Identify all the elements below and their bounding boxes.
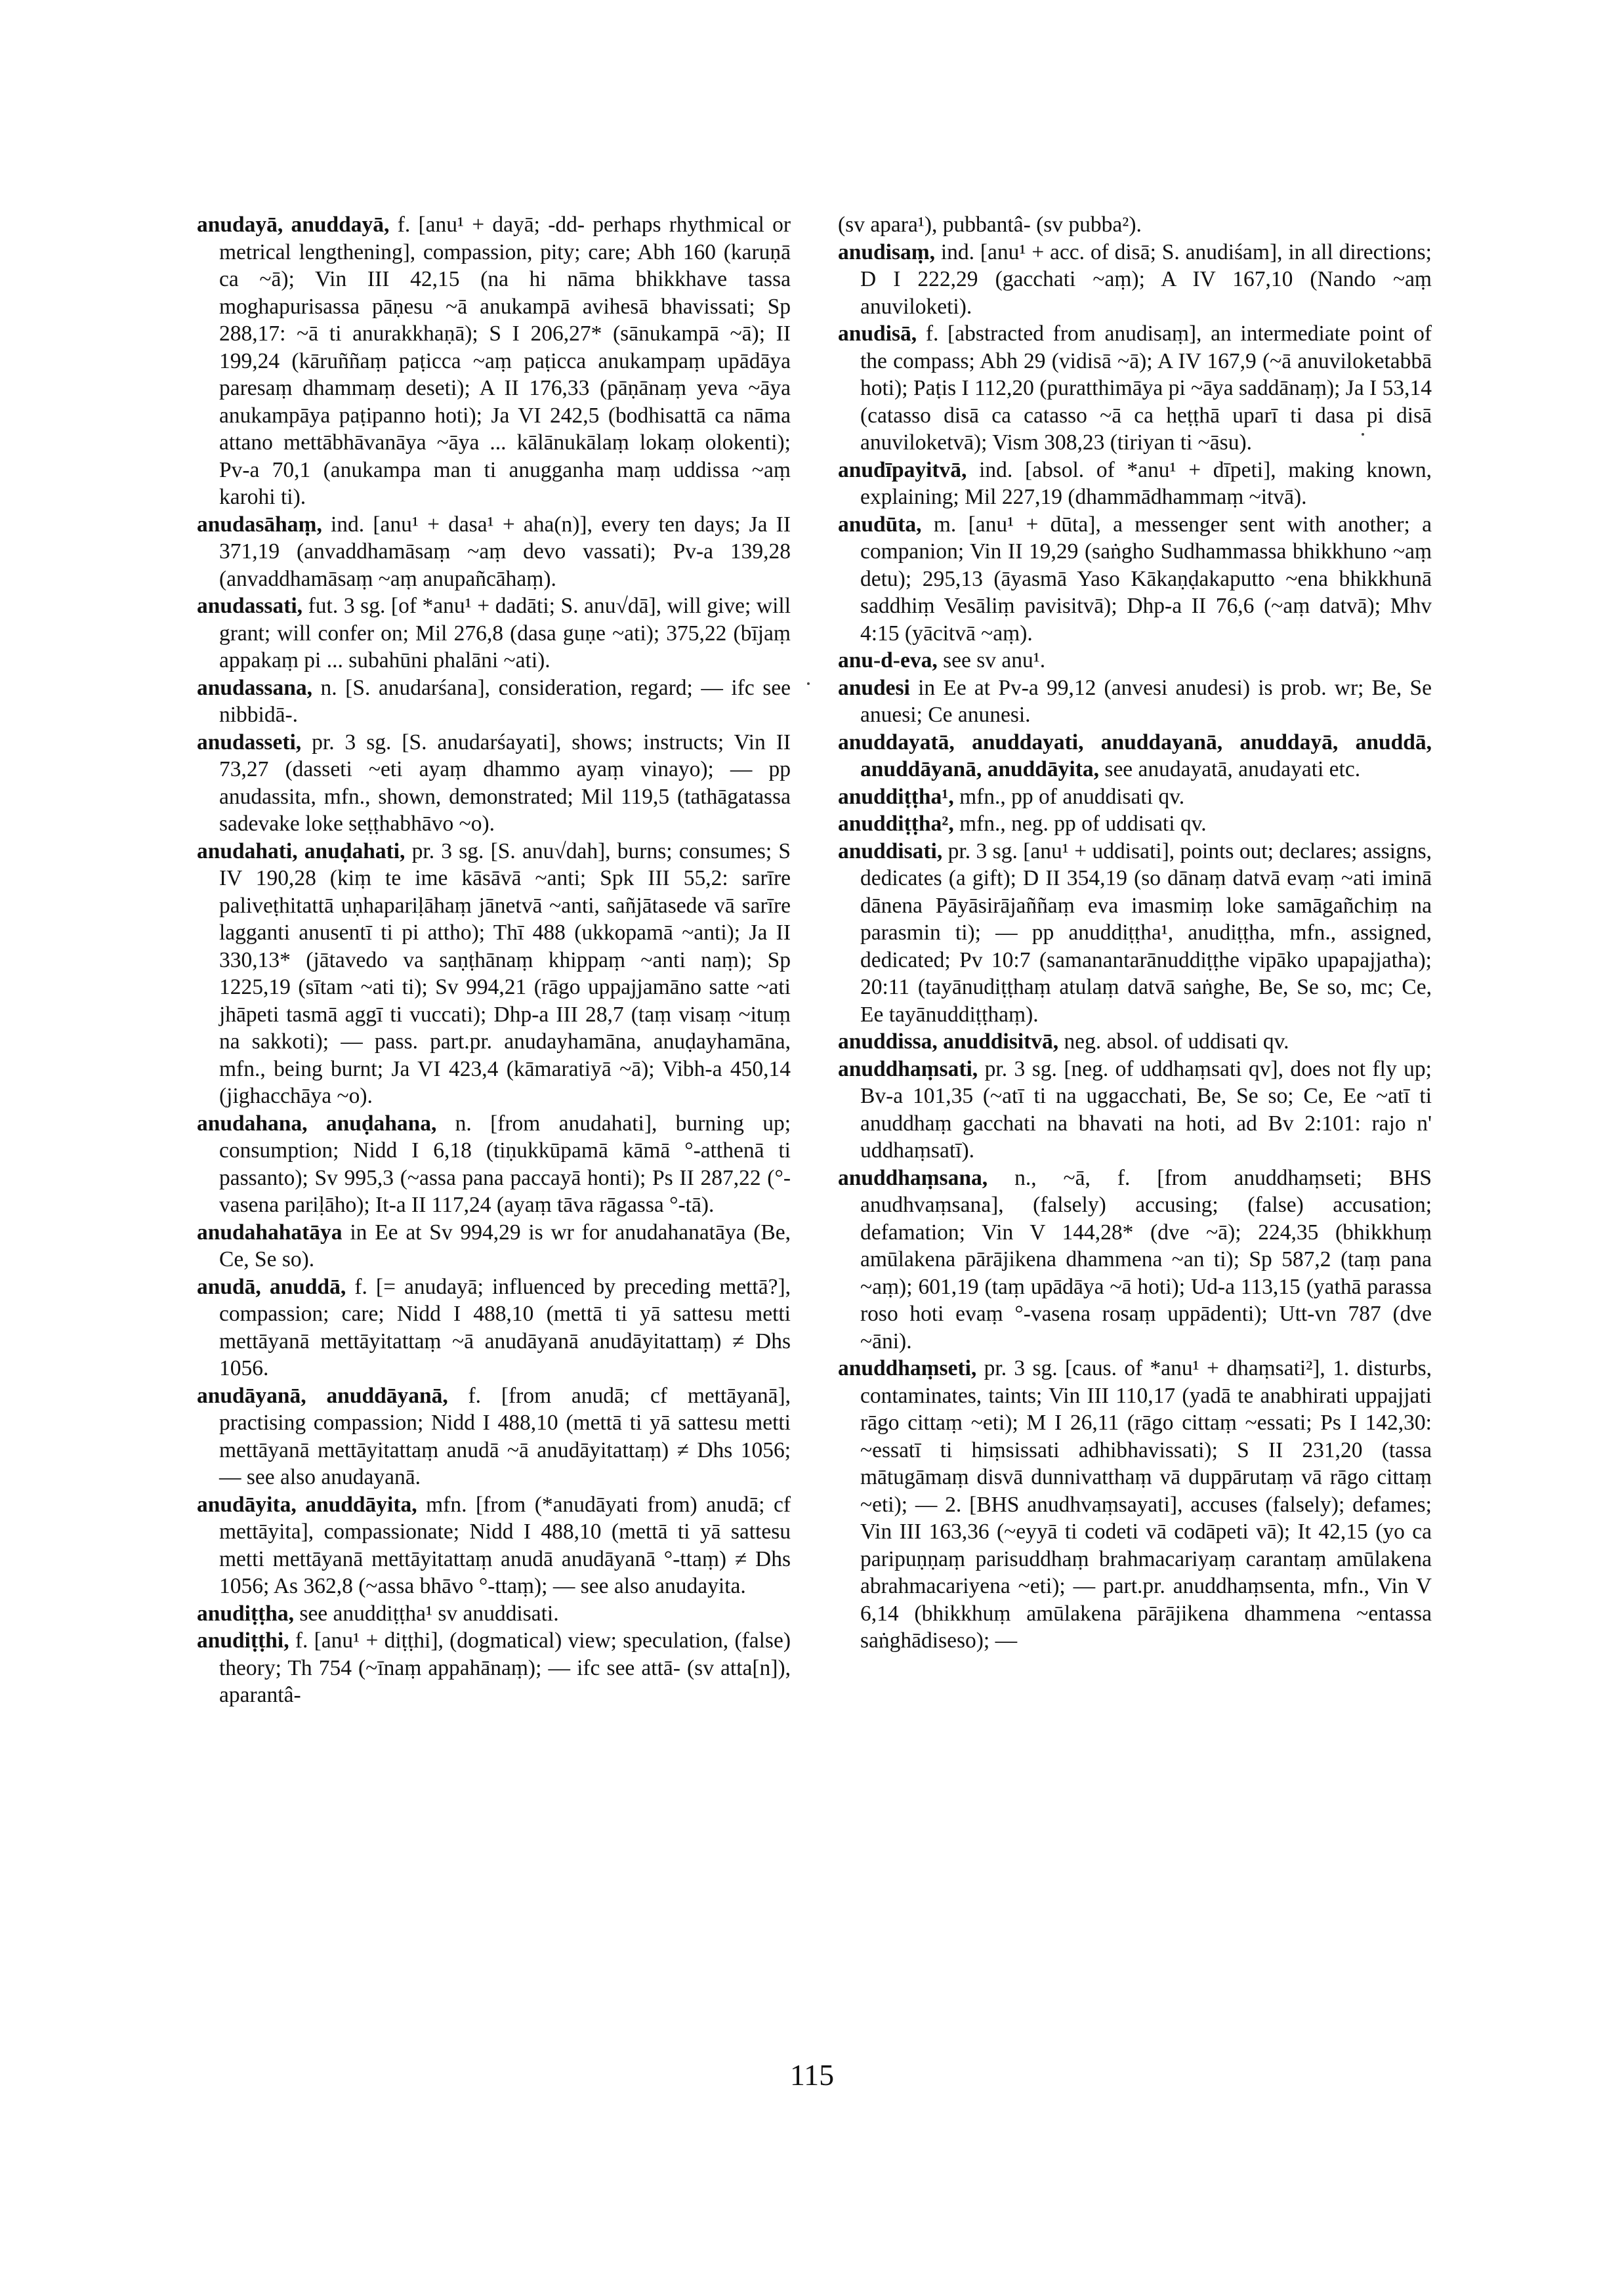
dictionary-entry bbox=[197, 674, 791, 729]
entry-definition: see sv anu¹. bbox=[943, 648, 1046, 672]
entry-headword: anudahati, anuḍahati, bbox=[197, 838, 406, 863]
entry-definition: pr. 3 sg. [neg. of uddhaṃsati qv], does not fly up; Bv-a 101,35 (~atī ti na uggacchati, Be, Se so; Ce, Ee ~atī ti anuddhaṃ gacchati na bhavati na hoti, ad Bv 2:101: rajo n' uddhaṃsatī). bbox=[860, 1056, 1432, 1163]
entry-definition: pr. 3 sg. [anu¹ + uddisati], points out; declares; assigns, dedicates (a gift); D II 354,19 (so dānaṃ datvā evaṃ ~ati iminā dānena Pāyāsirājaññaṃ eva imasmiṃ loke samāgañchiṃ na parasmin ti); — pp anuddiṭṭha¹, anudiṭṭha, mfn., assigned, dedicated; Pv 10:7 (samanantarānuddiṭṭhe vipāko upapajjatha); 20:11 (tayānudiṭṭhaṃ atulaṃ datvā saṅghe, Be, Se so, mc; Ce, Ee tayānuddiṭṭhaṃ). bbox=[860, 838, 1432, 1027]
dictionary-entry bbox=[197, 1600, 791, 1628]
entry-headword: anudīpayitvā, bbox=[838, 457, 967, 482]
entry-definition: f. [anu¹ + dayā; -dd- perhaps rhythmical or metrical lengthening], compassion, pity; care; Abh 160 (karuṇā ca ~ā); Vin III 42,15 (na hi nāma bhikkhave tassa moghapurisassa pāṇesu ~ā anukampā avihesā bhavissati; Sp 288,17: ~ā ti anurakkhaṇā); S I 206,27* (sānukampā ~ā); II 199,24 (kāruññaṃ paṭicca ~aṃ paṭicca anukampaṃ upādāya paresaṃ dhammaṃ deseti); A II 176,33 (pāṇānaṃ yeva ~āya anukampāya paṭipanno hoti); Ja VI 242,5 (bodhisattā ca nāma attano mettābhāvanāya ~āya ... kālānukālaṃ lokaṃ olokenti); Pv-a 70,1 (anukampa man ti anugganha maṃ uddissa ~aṃ karohi ti). bbox=[219, 213, 791, 509]
entry-headword: anuddhaṃsana, bbox=[838, 1165, 988, 1190]
dictionary-entry bbox=[838, 1165, 1432, 1355]
left-column bbox=[197, 211, 791, 1709]
entry-definition: pr. 3 sg. [caus. of *anu¹ + dhaṃsati²], 1. disturbs, contaminates, taints; Vin III 110,17 (yadā te anabhirati uppajjati rāgo cittaṃ ~eti); M I 26,11 (rāgo cittaṃ ~essati; Ps I 142,30: ~essatī ti hiṃsissati adhibhavissati); S II 231,20 (tassa mātugāmaṃ disvā dunnivatthaṃ vā duppārutaṃ vā rāgo cittaṃ ~eti); — 2. [BHS anudhvaṃsayati], accuses (falsely); defames; Vin III 163,36 (~eyyā ti codeti vā codāpeti vā); It 42,15 (yo ca paripuṇṇaṃ parisuddhaṃ brahmacariyaṃ carantaṃ amūlakena abrahmacariyena ~eti); — part.pr. anuddhaṃsenta, mfn., Vin V 6,14 (bhikkhuṃ amūlakena pārājikena dhammena ~entassa saṅghādiseso); — bbox=[860, 1356, 1432, 1653]
entry-headword: anudayā, anuddayā, bbox=[197, 213, 390, 237]
entry-headword: anudasāhaṃ, bbox=[197, 512, 322, 537]
dictionary-entry bbox=[197, 1110, 791, 1219]
dictionary-entry bbox=[197, 511, 791, 593]
entry-definition: mfn., pp of anuddisati qv. bbox=[959, 784, 1185, 809]
entry-definition: pr. 3 sg. [S. anu√dah], burns; consumes; S IV 190,28 (kiṃ te ime kāsāvā ~anti; Spk III 55,2: sarīre paliveṭhitattā uṇhapariḷāhaṃ jānetvā ~anti, sañjātasede vā sarīre lagganti anusentī ti pi attho); Thī 488 (ukkopamā ~anti); Ja II 330,13* (jātavedo va saṇṭhānaṃ khippaṃ ~anti naṃ); Sp 1225,19 (sītam ~ati ti); Sv 994,21 (rāgo uppajjamāno satte ~ati jhāpeti tasmā aggī ti vuccati); Dhp-a III 28,7 (taṃ visaṃ ~ituṃ na sakkoti); — pass. part.pr. anudayhamāna, anuḍayhamāna, mfn., being burnt; Ja VI 423,4 (kāmaratiyā ~ā); Vibh-a 450,14 (jighacchāya ~o). bbox=[219, 838, 791, 1108]
dictionary-entry bbox=[838, 783, 1432, 811]
entry-headword: anudūta, bbox=[838, 512, 922, 537]
dictionary-entry bbox=[197, 1219, 791, 1273]
dictionary-entry bbox=[838, 457, 1432, 511]
entry-definition: neg. absol. of uddisati qv. bbox=[1064, 1029, 1289, 1054]
right-column bbox=[838, 211, 1432, 1655]
entry-headword: anudassati, bbox=[197, 594, 303, 618]
dictionary-entry bbox=[838, 1028, 1432, 1056]
entry-headword: anudasseti, bbox=[197, 730, 302, 755]
entry-definition: in Ee at Sv 994,29 is wr for anudahanatāya (Be, Ce, Se so). bbox=[219, 1220, 791, 1272]
entry-definition: n. [from anudahati], burning up; consumption; Nidd I 6,18 (tiṇukkūpamā kāmā °-atthenā ti passanto); Sv 995,3 (~assa pana paccayā honti); Ps II 287,22 (°-vasena pariḷāho); It-a II 117,24 (ayaṃ tāva rāgassa °-tā). bbox=[219, 1111, 791, 1217]
entry-definition: f. [anu¹ + diṭṭhi], (dogmatical) view; speculation, (false) theory; Th 754 (~īnaṃ appahānaṃ); — ifc see attā- (sv atta[n]), aparantâ- bbox=[219, 1628, 791, 1707]
scan-speck bbox=[1362, 433, 1364, 436]
entry-headword: anudahahatāya bbox=[197, 1220, 343, 1245]
entry-headword: anuddhaṃsati, bbox=[838, 1056, 978, 1081]
entry-headword: anuddisati, bbox=[838, 838, 943, 863]
entry-definition: pr. 3 sg. [S. anudarśayati], shows; instructs; Vin II 73,27 (dasseti ~eti ayaṃ dhammo ayaṃ vinayo); — pp anudassita, mfn., shown, demonstrated; Mil 119,5 (tathāgatassa sadevake loke seṭṭhabhāvo ~o). bbox=[219, 730, 791, 836]
dictionary-entry bbox=[197, 1382, 791, 1491]
dictionary-entry bbox=[197, 1491, 791, 1600]
entry-headword: anudāyanā, anuddāyanā, bbox=[197, 1383, 448, 1408]
entry-headword: anudiṭṭha, bbox=[197, 1601, 295, 1626]
entry-definition: fut. 3 sg. [of *anu¹ + dadāti; S. anu√dā], will give; will grant; will confer on; Mil 276,8 (dasa guṇe ~ati); 375,22 (bījaṃ appakaṃ pi ... subahūni phalāni ~ati). bbox=[219, 594, 791, 672]
entry-definition: f. [= anudayā; influenced by preceding mettā?], compassion; care; Nidd I 488,10 (mettā ti yā sattesu metti mettāyanā mettāyitattaṃ ~ā anudāyanā anudāyitattaṃ) ≠ Dhs 1056. bbox=[219, 1274, 791, 1380]
dictionary-entry bbox=[838, 239, 1432, 321]
dictionary-entry bbox=[838, 1056, 1432, 1165]
page-number: 115 bbox=[789, 2058, 835, 2092]
entry-headword: anu-d-eva, bbox=[838, 648, 938, 672]
entry-headword: anudā, anuddā, bbox=[197, 1274, 346, 1299]
dictionary-entry bbox=[838, 810, 1432, 838]
entry-definition: ind. [absol. of *anu¹ + dīpeti], making known, explaining; Mil 227,19 (dhammādhammaṃ ~itvā). bbox=[860, 457, 1432, 509]
dictionary-entry bbox=[838, 647, 1432, 674]
entry-headword: anudassana, bbox=[197, 675, 312, 700]
entry-headword: anudāyita, anuddāyita, bbox=[197, 1492, 417, 1517]
scan-speck bbox=[807, 682, 810, 685]
entry-definition: m. [anu¹ + dūta], a messenger sent with another; a companion; Vin II 19,29 (saṅgho Sudhammassa bhikkhuno ~aṃ detu); 295,13 (āyasmā Yaso Kākaṇḍakaputto ~ena bhikkhunā saddhiṃ Vesāliṃ pavisitvā); Dhp-a II 76,6 (~aṃ datvā); Mhv 4:15 (yācitvā ~aṃ). bbox=[860, 512, 1432, 646]
entry-definition: see anudayatā, anudayati etc. bbox=[1104, 757, 1361, 781]
dictionary-entry bbox=[838, 511, 1432, 648]
entry-definition: f. [from anudā; cf mettāyanā], practising compassion; Nidd I 488,10 (mettā ti yā sattesu metti mettāyanā mettāyitattaṃ anudā ~ā anudāyitattaṃ) ≠ Dhs 1056; — see also anudayanā. bbox=[219, 1383, 791, 1489]
entry-definition: n., ~ā, f. [from anuddhaṃseti; BHS anudhvaṃsana], (falsely) accusing; (false) accusation; defamation; Vin V 144,28* (dve ~ā); 224,35 (bhikkhuṃ amūlakena pārājikena dhammena ~an ti); Sp 587,2 (taṃ pana ~aṃ); 601,19 (taṃ upādāya ~ā hoti); Ud-a 113,15 (yathā parassa roso hoti evaṃ °-vasena rosaṃ uppādenti); Utt-vn 787 (dve ~āni). bbox=[860, 1165, 1432, 1354]
dictionary-entry bbox=[197, 729, 791, 838]
entry-definition: n. [S. anudarśana], consideration, regard; — ifc see nibbidā-. bbox=[219, 675, 791, 727]
entry-definition: in Ee at Pv-a 99,12 (anvesi anudesi) is prob. wr; Be, Se anuesi; Ce anunesi. bbox=[860, 675, 1432, 727]
dictionary-entry bbox=[197, 1273, 791, 1382]
entry-definition: (sv apara¹), pubbantâ- (sv pubba²). bbox=[838, 213, 1142, 237]
entry-headword: anudesi bbox=[838, 675, 910, 700]
entry-definition: ind. [anu¹ + acc. of disā; S. anudiśam], in all directions; D I 222,29 (gacchati ~aṃ); A IV 167,10 (Nando ~aṃ anuviloketi). bbox=[860, 239, 1432, 319]
entry-headword: anudiṭṭhi, bbox=[197, 1628, 289, 1653]
dictionary-entry bbox=[197, 211, 791, 511]
dictionary-entry bbox=[197, 1627, 791, 1709]
entry-headword: anuddhaṃseti, bbox=[838, 1356, 977, 1380]
entry-definition: mfn., neg. pp of uddisati qv. bbox=[959, 812, 1207, 836]
entry-headword: anudahana, anuḍahana, bbox=[197, 1111, 437, 1136]
entry-headword: anuddayatā, anuddayati, anuddayanā, anuddayā, anuddā, anuddāyanā, anuddāyita, bbox=[838, 730, 1432, 781]
dictionary-entry bbox=[838, 320, 1432, 457]
entry-definition: mfn. [from (*anudāyati from) anudā; cf mettāyita], compassionate; Nidd I 488,10 (mettā ti yā sattesu metti mettāyanā mettāyitattaṃ anudā anudāyanā °-ttaṃ) ≠ Dhs 1056; As 362,8 (~assa bhāvo °-ttaṃ); — see also anudayita. bbox=[219, 1492, 791, 1598]
entry-headword: anuddiṭṭha², bbox=[838, 812, 954, 836]
dictionary-entry bbox=[197, 838, 791, 1110]
entry-definition: see anuddiṭṭha¹ sv anuddisati. bbox=[299, 1601, 559, 1626]
dictionary-entry bbox=[838, 729, 1432, 783]
entry-headword: anudisaṃ, bbox=[838, 239, 936, 264]
entry-definition: f. [abstracted from anudisaṃ], an intermediate point of the compass; Abh 29 (vidisā ~ā); A IV 167,9 (~ā anuviloketabbā hoti); Paṭis I 112,20 (puratthimāya pi ~āya saddānaṃ); Ja I 53,14 (catasso disā ca catasso ~ā ca heṭṭhā uparī ti dasa pi disā anuviloketvā); Vism 308,23 (tiriyan ti ~āsu). bbox=[860, 321, 1432, 455]
dictionary-entry bbox=[838, 1355, 1432, 1655]
dictionary-entry bbox=[838, 211, 1432, 239]
entry-headword: anudisā, bbox=[838, 321, 917, 346]
entry-definition: ind. [anu¹ + dasa¹ + aha(n)], every ten days; Ja II 371,19 (anvaddhamāsaṃ ~aṃ devo vassati); Pv-a 139,28 (anvaddhamāsaṃ ~aṃ anupañcāhaṃ). bbox=[219, 512, 791, 591]
entry-headword: anuddissa, anuddisitvā, bbox=[838, 1029, 1059, 1054]
dictionary-entry bbox=[838, 674, 1432, 729]
dictionary-entry bbox=[197, 592, 791, 674]
entry-headword: anuddiṭṭha¹, bbox=[838, 784, 954, 809]
dictionary-entry bbox=[838, 838, 1432, 1029]
